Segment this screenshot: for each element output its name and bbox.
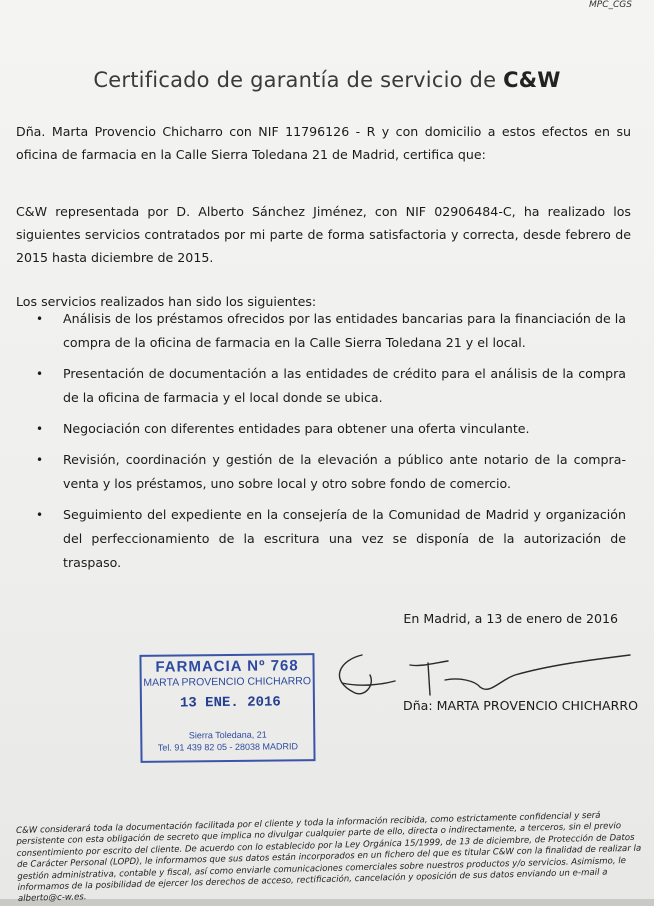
service-text: Revisión, coordinación y gestión de la elevación a público ante notario de la compra-venta y los préstamos, uno sobre local y otro sobre fondo de comercio. [63,452,626,491]
service-text: Negociación con diferentes entidades para obtener una oferta vinculante. [63,421,530,436]
bullet-icon: • [36,422,44,436]
stamp-address: Sierra Toledana, 21 [188,729,267,741]
list-item [16,307,626,355]
bullet-icon: • [36,453,44,467]
statement-paragraph: C&W representada por D. Alberto Sánchez Jiménez, con NIF 02906484-C, ha realizado los siguientes servicios contratados por mi parte de forma satisfactoria y correcta, desde febrero de 2015 hasta diciembre de 2015. [16,204,631,265]
list-item [16,417,626,441]
bullet-icon: • [36,367,44,381]
intro-paragraph: Dña. Marta Provencio Chicharro con NIF 11796126 - R y con domicilio a estos efectos en su oficina de farmacia en la Calle Sierra Toledana 21 de Madrid, certifica que: [16,124,631,162]
document-code: MPC_CGS [589,0,632,10]
bullet-icon: • [36,508,44,522]
stamp-owner: MARTA PROVENCIO CHICHARRO [143,675,312,689]
service-text: Presentación de documentación a las entidades de crédito para el análisis de la compra de la oficina de farmacia y el local donde se ubica. [63,366,626,405]
stamp-date: 13 ENE. 2016 [179,694,281,712]
list-item [16,362,626,410]
place-date: En Madrid, a 13 de enero de 2016 [403,611,618,626]
list-item [16,448,626,496]
signer-name: Dña: MARTA PROVENCIO CHICHARRO [403,698,639,713]
services-list [16,307,626,582]
legal-footer: C&W considerará toda la documentación facilitada por el cliente y toda la información recibida, como estrictamente confidencial y será persistente con esta obligación de secreto que implica no divulgar cualquier parte de ello, directa o indirectamente, a terceros, sin el previo consentimiento por escrito del cliente. De acuerdo con lo establecido por la Ley Orgánica 15/1999, de 13 de diciembre, de Protección de Datos de Carácter Personal (LOPD), le informamos que sus datos están incorporados en un fichero del que es titular C&W con la finalidad de realizar la gestión administrativa, contable y fiscal, así como enviarle comunicaciones comerciales sobre nuestros productos y/o servicios. Asimismo, le informamos de la posibilidad de ejercer los derechos de acceso, rectificación, cancelación y oposición de sus datos enviando un e-mail a alberto@c-w.es. [16,810,642,905]
pharmacy-stamp [139,653,315,763]
bullet-icon: • [36,312,44,326]
page-title [0,68,654,92]
list-item [16,503,626,575]
services-intro: Los servicios realizados han sido los siguientes: [16,294,317,309]
brand-name: C&W [503,68,561,92]
stamp-phone: Tel. 91 439 82 05 - 28038 MADRID [157,741,299,753]
service-text: Seguimiento del expediente en la consejería de la Comunidad de Madrid y organización del perfeccionamiento de la escritura una vez se disponía de la autorización de traspaso. [63,507,626,570]
stamp-name: FARMACIA Nº 768 [155,657,299,676]
service-text: Análisis de los préstamos ofrecidos por las entidades bancarias para la financiación de la compra de la oficina de farmacia en la Calle Sierra Toledana 21 y el local. [63,311,626,350]
title-text: Certificado de garantía de servicio de [93,68,497,92]
